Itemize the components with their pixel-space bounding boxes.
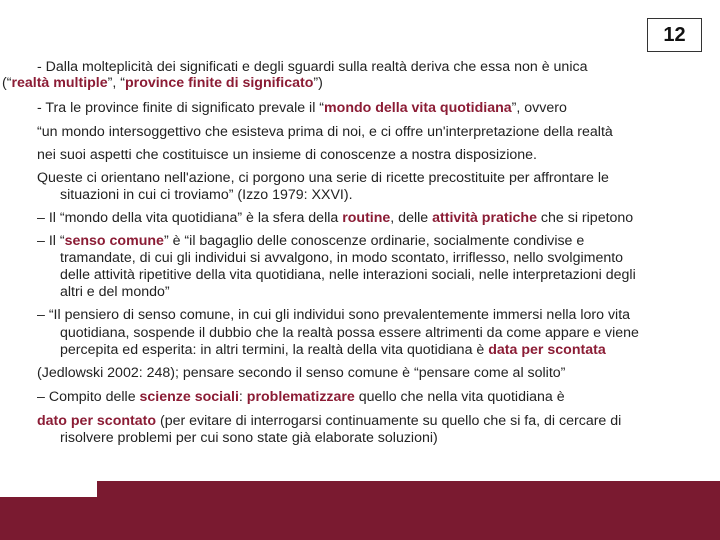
text-segment: - Dalla molteplicità dei significati e degli sguardi sulla realtà deriva che essa non è unica [37, 59, 588, 75]
highlighted-term: routine [342, 210, 391, 226]
text-line [37, 233, 584, 249]
text-line [37, 210, 633, 226]
text-segment: , delle [390, 210, 433, 226]
text-line [37, 389, 565, 405]
text-line [37, 100, 567, 116]
text-segment: “un mondo intersoggettivo che esisteva prima di noi, e ci offre un'interpretazione della realtà [37, 124, 613, 140]
text-segment: – Compito delle [37, 389, 140, 405]
text-line [37, 170, 609, 186]
text-segment: (“ [2, 75, 12, 91]
highlighted-term: data per scontata [488, 342, 606, 358]
text-line [37, 147, 537, 163]
text-segment: risolvere problemi per cui sono state già elaborate soluzioni) [60, 430, 438, 446]
page-number: 12 [663, 23, 686, 46]
text-segment: (Jedlowski 2002: 248); pensare secondo il senso comune è “pensare come al solito” [37, 365, 566, 381]
text-segment: ”, ovvero [511, 100, 567, 116]
highlighted-term: dato per scontato [37, 413, 157, 429]
text-line [60, 284, 170, 300]
text-segment: : [238, 389, 247, 405]
highlighted-term: scienze sociali [139, 389, 239, 405]
text-segment: ”) [313, 75, 323, 91]
text-segment: Queste ci orientano nell'azione, ci porgono una serie di ricette precostituite per affrontare le [37, 170, 609, 186]
text-segment: che si ripetono [536, 210, 634, 226]
text-segment: (per evitare di interrogarsi continuamente su quello che si fa, di cercare di [156, 413, 622, 429]
text-segment: - Tra le province finite di significato prevale il “ [37, 100, 325, 116]
text-segment: – Il “ [37, 233, 65, 249]
highlighted-term: realtà multiple [11, 75, 108, 91]
text-line [2, 75, 323, 91]
text-line [60, 342, 606, 358]
text-segment: ”, “ [107, 75, 125, 91]
footer-strip-left [0, 497, 97, 540]
text-line [60, 267, 636, 283]
text-segment: situazioni in cui ci troviamo” (Izzo 1979: XXVI). [60, 187, 353, 203]
text-line [37, 59, 587, 75]
text-segment: quotidiana, sospende il dubbio che la realtà possa essere altrimenti da come appare e viene [60, 325, 639, 341]
text-line [60, 250, 623, 266]
footer-band [97, 481, 720, 540]
highlighted-term: province finite di significato [125, 75, 314, 91]
text-line [60, 187, 353, 203]
text-segment: ” è “il bagaglio delle conoscenze ordinarie, socialmente condivise e [163, 233, 585, 249]
text-segment: – Il “mondo della vita quotidiana” è la sfera della [37, 210, 343, 226]
text-segment: quello che nella vita quotidiana è [354, 389, 565, 405]
text-line [37, 307, 630, 323]
text-line [60, 430, 438, 446]
text-segment: altri e del mondo” [60, 284, 170, 300]
text-line [37, 124, 613, 140]
text-segment: delle attività ripetitive della vita quotidiana, nelle interazioni sociali, nelle interpretazioni degli [60, 267, 636, 283]
text-line [37, 365, 565, 381]
text-segment: percepita ed esperita: in altri termini, la realtà della vita quotidiana è [60, 342, 489, 358]
text-segment: nei suoi aspetti che costituisce un insieme di conoscenze a nostra disposizione. [37, 147, 537, 163]
highlighted-term: problematizzare [246, 389, 355, 405]
highlighted-term: attività pratiche [432, 210, 537, 226]
text-line [37, 413, 621, 429]
highlighted-term: senso comune [64, 233, 164, 249]
text-line [60, 325, 639, 341]
page-number-box [647, 18, 702, 52]
highlighted-term: mondo della vita quotidiana [324, 100, 512, 116]
text-segment: – “Il pensiero di senso comune, in cui gli individui sono prevalentemente immersi nella loro vita [37, 307, 631, 323]
text-segment: tramandate, di cui gli individui si avvalgono, in modo scontato, irriflesso, nello svolgimento [60, 250, 624, 266]
